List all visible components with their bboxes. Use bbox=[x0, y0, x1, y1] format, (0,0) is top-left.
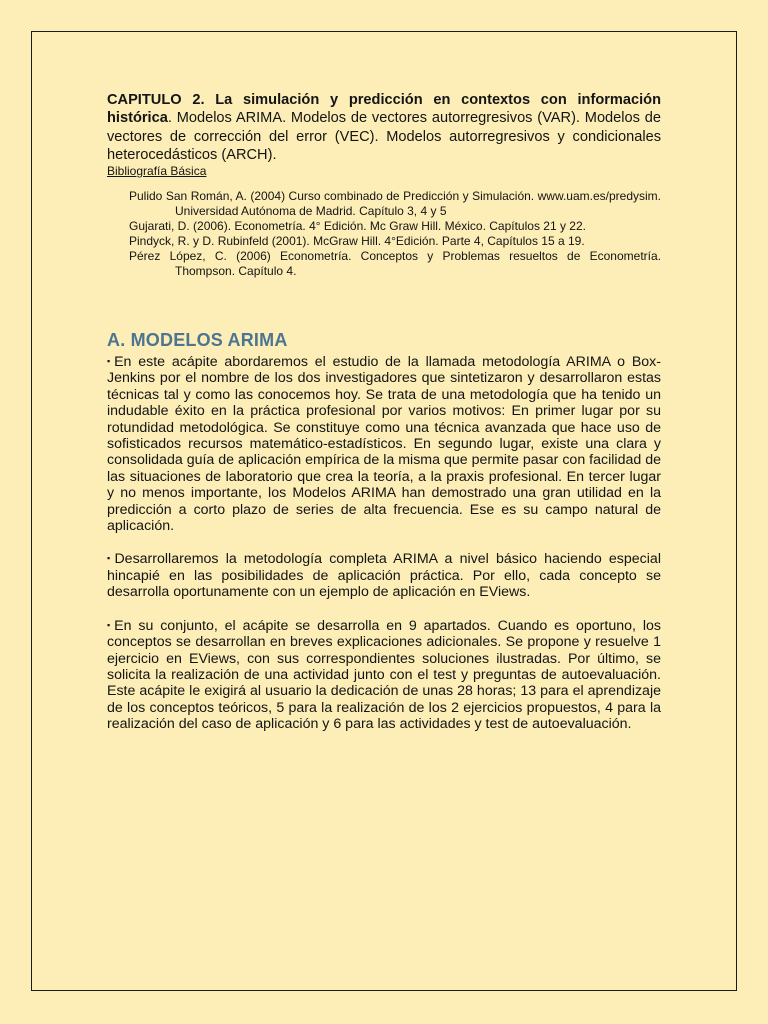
chapter-title-rest: . Modelos ARIMA. Modelos de vectores autorregresivos (VAR). Modelos de vectores de corrección del error (VEC). Modelos autorregresivos y condicionales heterocedásticos (ARCH). bbox=[107, 110, 661, 163]
section-title: A. MODELOS ARIMA bbox=[107, 330, 288, 350]
paragraph-text: En este acápite abordaremos el estudio de la llamada metodología ARIMA o Box-Jenkins por el nombre de los dos investigadores que sintetizaron y desarrollaron estas técnicas tal y como las conocemos hoy. Se trata de una metodología que ha tenido un indudable éxito en la práctica profesional por varios motivos: En primer lugar por su rotundidad metodológica. Se constituye como una técnica avanzada que hace uso de sofisticados recursos matemático-estadísticos. En segundo lugar, existe una clara y consolidada guía de aplicación empírica de la misma que permite pasar con facilidad de las situaciones de laboratorio que crea la teoría, a la praxis profesional. En tercer lugar y no menos importante, los Modelos ARIMA han demostrado una gran utilidad en la predicción a corto plazo de series de alta frecuencia. Ese es su campo natural de aplicación. bbox=[107, 354, 661, 535]
bullet-icon: ▪ bbox=[107, 553, 114, 564]
chapter-title-bold: CAPITULO 2. La simulación y predicción en contextos con información histórica bbox=[107, 92, 661, 127]
reference-item: Pindyck, R. y D. Rubinfeld (2001). McGraw Hill. 4°Edición. Parte 4, Capítulos 15 a 19. bbox=[129, 234, 585, 249]
reference-item: Gujarati, D. (2006). Econometría. 4° Edición. Mc Graw Hill. México. Capítulos 21 y 22. bbox=[129, 219, 586, 234]
body-paragraph bbox=[107, 550, 661, 600]
bibliography-list bbox=[129, 189, 661, 279]
bullet-icon: ▪ bbox=[107, 619, 114, 630]
body-paragraph bbox=[107, 617, 661, 733]
bibliography-title: Bibliografía Básica bbox=[107, 164, 207, 179]
body-paragraph bbox=[107, 353, 661, 534]
section-body bbox=[107, 353, 661, 749]
paragraph-text: Desarrollaremos la metodología completa ARIMA a nivel básico haciendo especial hincapié en las posibilidades de aplicación práctica. Por ello, cada concepto se desarrolla oportunamente con un ejemplo de aplicación en EViews. bbox=[107, 551, 661, 601]
paragraph-text: En su conjunto, el acápite se desarrolla en 9 apartados. Cuando es oportuno, los conceptos se desarrollan en breves explicaciones adicionales. Se propone y resuelve 1 ejercicio en EViews, con sus correspondientes soluciones ilustradas. Por último, se solicita la realización de una actividad junto con el test y preguntas de autoevaluación. Este acápite le exigirá al usuario la dedicación de unas 28 horas; 13 para el aprendizaje de los conceptos teóricos, 5 para la realización de los 2 ejercicios propuestos, 4 para la realización del caso de aplicación y 6 para las actividades y test de autoevaluación. bbox=[107, 617, 661, 733]
chapter-header bbox=[107, 91, 661, 279]
bullet-icon: ▪ bbox=[107, 356, 114, 366]
reference-item: Pulido San Román, A. (2004) Curso combinado de Predicción y Simulación. www.uam.es/predysim. Universidad Autónoma de Madrid. Capítulo 3, 4 y 5 bbox=[129, 189, 661, 219]
chapter-title bbox=[107, 91, 661, 164]
reference-item: Pérez López, C. (2006) Econometría. Conceptos y Problemas resueltos de Econometría. Thompson. Capítulo 4. bbox=[129, 249, 661, 279]
